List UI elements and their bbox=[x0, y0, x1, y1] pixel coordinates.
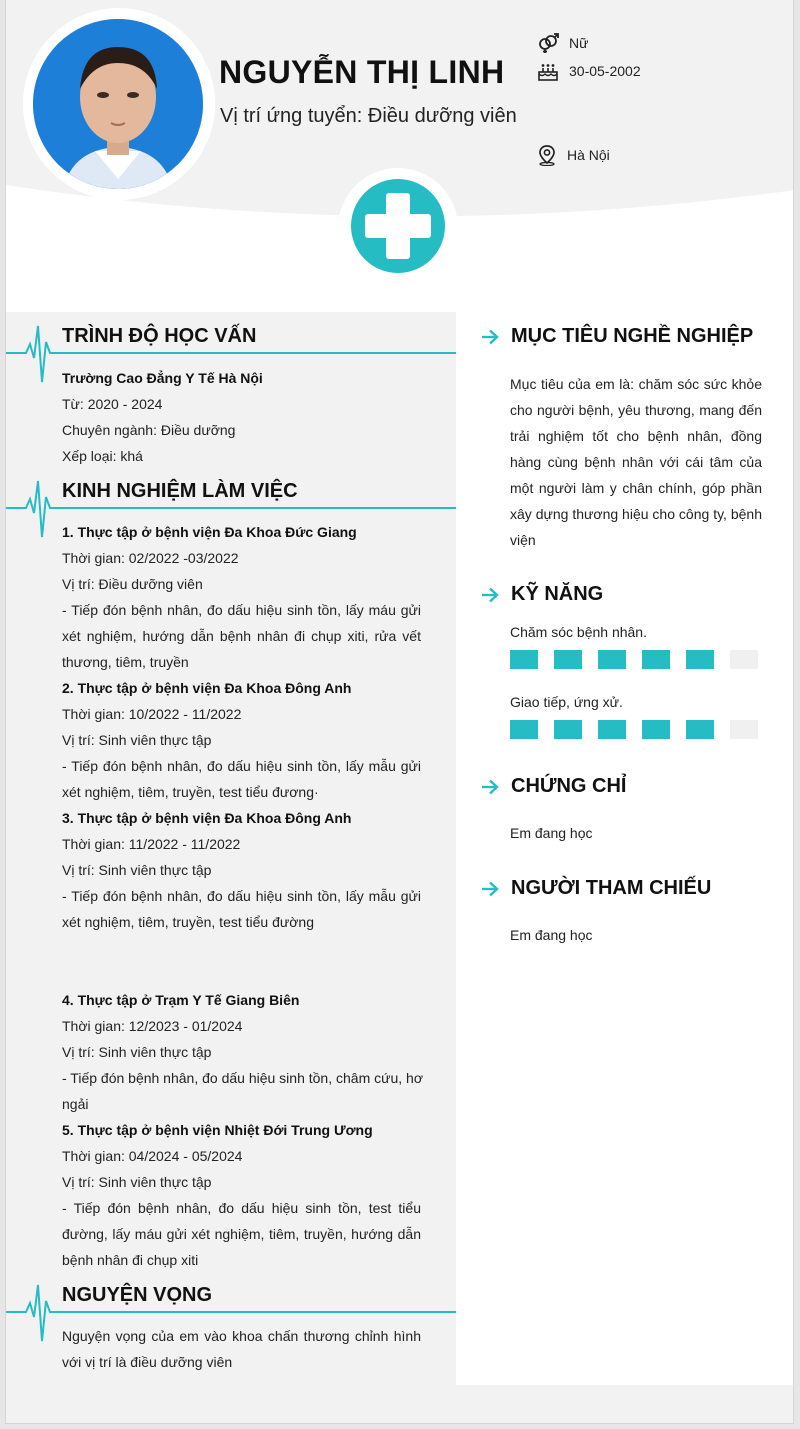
job-heading: 2. Thực tập ở bệnh viện Đa Khoa Đông Anh bbox=[62, 680, 352, 696]
job-desc-line: ngải bbox=[62, 1096, 89, 1112]
certificates-title: CHỨNG CHỈ bbox=[511, 775, 627, 797]
job-heading: 1. Thực tập ở bệnh viện Đa Khoa Đức Giang bbox=[62, 524, 357, 540]
skill-level-segment bbox=[642, 650, 670, 669]
aspiration-line: với vị trí là điều dưỡng viên bbox=[62, 1354, 233, 1370]
resume-page bbox=[5, 0, 794, 1424]
address-row bbox=[537, 144, 610, 166]
education-major: Chuyên ngành: Điều dưỡng bbox=[62, 422, 236, 438]
skill-level-segment bbox=[554, 650, 582, 669]
job-time: Thời gian: 12/2023 - 01/2024 bbox=[62, 1018, 243, 1034]
references-text: Em đang học bbox=[510, 927, 593, 943]
job-desc-line: xét nghiệm, tiêm, truyền, test tiểu đường bbox=[62, 914, 315, 930]
job-heading: 3. Thực tập ở bệnh viện Đa Khoa Đông Anh bbox=[62, 810, 352, 826]
job-desc-line: thương, tiêm, truyền bbox=[62, 654, 189, 670]
references-title: NGƯỜI THAM CHIẾU bbox=[511, 877, 712, 899]
avatar bbox=[33, 19, 203, 189]
objective-line: một người làm y chân chính, góp phần bbox=[510, 480, 762, 496]
arrow-right-icon bbox=[481, 587, 499, 603]
certificates-text: Em đang học bbox=[510, 825, 593, 841]
medical-badge bbox=[351, 179, 445, 273]
skill-name: Giao tiếp, ứng xử. bbox=[510, 694, 623, 710]
job-role: Vị trí: Sinh viên thực tập bbox=[62, 1174, 212, 1190]
skills-title: KỸ NĂNG bbox=[511, 583, 604, 605]
job-desc-line: đường, lấy máu gửi xét nghiệm, tiêm, truyền, hướng dẫn bbox=[62, 1226, 421, 1242]
applied-position: Vị trí ứng tuyển: Điều dưỡng viên bbox=[220, 105, 517, 127]
certificates-title-row bbox=[481, 775, 626, 798]
job-desc-line: - Tiếp đón bệnh nhân, đo dấu hiệu sinh tồn, lấy máu gửi bbox=[62, 602, 421, 618]
education-school: Trường Cao Đẳng Y Tế Hà Nội bbox=[62, 370, 263, 386]
skill-level-segment bbox=[686, 650, 714, 669]
experience-title: KINH NGHIỆM LÀM VIỆC bbox=[62, 480, 298, 502]
objective-line: Mục tiêu của em là: chăm sóc sức khỏe bbox=[510, 376, 762, 392]
education-title: TRÌNH ĐỘ HỌC VẤN bbox=[62, 325, 257, 347]
objective-line: viện bbox=[510, 532, 536, 548]
job-heading: 5. Thực tập ở bệnh viện Nhiệt Đới Trung Ương bbox=[62, 1122, 373, 1138]
job-desc-line: - Tiếp đón bệnh nhân, đo dấu hiệu sinh tồn, châm cứu, hơ bbox=[62, 1070, 424, 1086]
medical-cross-icon bbox=[351, 179, 445, 273]
job-role: Vị trí: Sinh viên thực tập bbox=[62, 732, 212, 748]
arrow-right-icon bbox=[481, 881, 499, 897]
gender-icon bbox=[537, 32, 559, 54]
skill-level-segment bbox=[730, 720, 758, 739]
education-rank: Xếp loại: khá bbox=[62, 448, 143, 464]
objective-title: MỤC TIÊU NGHỀ NGHIỆP bbox=[511, 325, 754, 347]
skill-level-segment bbox=[510, 650, 538, 669]
skill-level-segment bbox=[598, 650, 626, 669]
job-role: Vị trí: Sinh viên thực tập bbox=[62, 1044, 212, 1060]
references-title-row bbox=[481, 877, 711, 900]
skills-title-row bbox=[481, 583, 603, 606]
avatar-photo bbox=[33, 19, 203, 189]
skill-level-segment bbox=[554, 720, 582, 739]
candidate-name: NGUYỄN THỊ LINH bbox=[219, 54, 505, 90]
skill-level-segment bbox=[510, 720, 538, 739]
job-desc-line: bệnh nhân đi chụp xiti bbox=[62, 1252, 199, 1268]
skill-level-segment bbox=[642, 720, 670, 739]
location-pin-icon bbox=[537, 144, 557, 166]
job-time: Thời gian: 02/2022 -03/2022 bbox=[62, 550, 239, 566]
birthdate-row bbox=[537, 60, 641, 82]
job-time: Thời gian: 04/2024 - 05/2024 bbox=[62, 1148, 243, 1164]
birthdate-value: 30-05-2002 bbox=[569, 63, 641, 79]
skill-level-segment bbox=[598, 720, 626, 739]
skill-level-segment bbox=[730, 650, 758, 669]
job-desc-line: - Tiếp đón bệnh nhân, đo dấu hiệu sinh tồn, lấy mẫu gửi bbox=[62, 888, 421, 904]
job-role: Vị trí: Điều dưỡng viên bbox=[62, 576, 203, 592]
skill-name: Chăm sóc bệnh nhân. bbox=[510, 624, 647, 640]
job-time: Thời gian: 11/2022 - 11/2022 bbox=[62, 836, 241, 852]
skill-level-bar bbox=[510, 720, 760, 739]
education-period: Từ: 2020 - 2024 bbox=[62, 396, 163, 412]
job-role: Vị trí: Sinh viên thực tập bbox=[62, 862, 212, 878]
job-desc-line: - Tiếp đón bệnh nhân, đo dấu hiệu sinh tồn, test tiểu bbox=[62, 1200, 421, 1216]
gender-value: Nữ bbox=[569, 35, 589, 51]
objective-line: trải nghiệm tốt cho bệnh nhân, đồng bbox=[510, 428, 762, 444]
job-desc-line: - Tiếp đón bệnh nhân, đo dấu hiệu sinh tồn, lấy mẫu gửi bbox=[62, 758, 421, 774]
objective-line: xây dựng thương hiệu cho công ty, bệnh bbox=[510, 506, 762, 522]
birthday-cake-icon bbox=[537, 60, 559, 82]
arrow-right-icon bbox=[481, 779, 499, 795]
job-heading: 4. Thực tập ở Trạm Y Tế Giang Biên bbox=[62, 992, 300, 1008]
job-desc-line: xét nghiệm, tiêm, truyền, test tiểu đương· bbox=[62, 784, 319, 800]
arrow-right-icon bbox=[481, 329, 499, 345]
skill-level-segment bbox=[686, 720, 714, 739]
objective-line: cho người bệnh, yêu thương, mang đến bbox=[510, 402, 762, 418]
address-value: Hà Nội bbox=[567, 147, 610, 163]
skill-level-bar bbox=[510, 650, 760, 669]
job-time: Thời gian: 10/2022 - 11/2022 bbox=[62, 706, 242, 722]
gender-row bbox=[537, 32, 588, 54]
aspiration-line: Nguyện vọng của em vào khoa chấn thương chỉnh hình bbox=[62, 1328, 421, 1344]
objective-title-row bbox=[481, 325, 753, 348]
objective-line: hàng cùng bệnh nhân với cái tâm của bbox=[510, 454, 762, 470]
job-desc-line: xét nghiệm, hướng dẫn bệnh nhân đi chụp xiti, rửa vết bbox=[62, 628, 421, 644]
aspiration-title: NGUYỆN VỌNG bbox=[62, 1284, 213, 1306]
